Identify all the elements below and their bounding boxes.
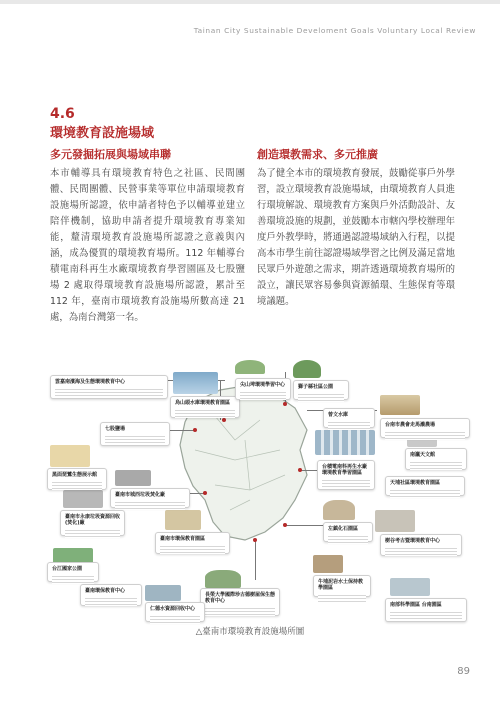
- site-card: 七股鹽場: [100, 422, 170, 446]
- farm-illustration: [380, 395, 420, 415]
- site-card: 牛埔泥岩水土保持教學園區: [313, 575, 371, 597]
- running-title: Tainan City Sustainable Develoment Goals Voluntary Local Review: [193, 26, 476, 35]
- science-park-illustration: [390, 578, 430, 596]
- location-pin: [283, 402, 287, 406]
- incinerator-illustration: [63, 490, 103, 508]
- site-card: 台南市農會走馬瀨農場: [380, 418, 470, 438]
- section-number: 4.6: [50, 106, 75, 122]
- site-card: 樹谷考古暨環境教育中心: [380, 534, 462, 556]
- site-card: 南瀛天文館: [405, 448, 467, 470]
- right-paragraph: 為了健全本市的環境教育發展，鼓勵從事戶外學習，設立環境教育設施場域，由環境教育人員進行環境解說、環境教育方案與戶外活動設計、友善環境設施的規劃，並鼓勵本市轄內學校辦理年度戶外教學時，將通過認證場域納入行程，以提高本市學生前往認證場域學習之比例及滿足當地民眾戶外遊憩之需求，期許透過環境教育場所的設立，讓民眾容易參與資源循環、生態保育等環境議題。: [257, 168, 455, 307]
- location-pin: [298, 468, 302, 472]
- water-recovery-illustration: [145, 585, 181, 601]
- site-card: 烏山頭水庫環境教育園區: [170, 396, 240, 418]
- page-number: 89: [457, 666, 470, 677]
- mudstone-park-illustration: [313, 555, 343, 573]
- site-card: 臺南市環保教育園區: [155, 532, 230, 554]
- site-card: 臺南市城西垃圾焚化廠: [110, 488, 190, 508]
- left-subtitle: 多元發掘拓展與場域串聯: [50, 148, 171, 161]
- eco-park-illustration: [165, 510, 201, 530]
- site-card: 仁德水資源回收中心: [145, 602, 205, 622]
- section-title: 環境教育設施場域: [50, 126, 155, 141]
- site-card: 臺南市永康垃圾資源回收(焚化)廠: [60, 510, 125, 536]
- site-card: 台積電南科再生水廠環境教育學習園區: [317, 460, 375, 490]
- location-pin: [222, 418, 226, 422]
- museum-illustration: [50, 445, 90, 467]
- site-card: 曾文水庫: [323, 408, 375, 428]
- archaeology-center-illustration: [375, 510, 415, 532]
- tainan-map-illustration: [45, 350, 475, 628]
- location-pin: [193, 428, 197, 432]
- location-pin: [203, 491, 207, 495]
- left-paragraph: 本市輔導具有環境教育特色之社區、民間團體、民間團體、民營事業等單位申請環境教育設施場所認證，依申請者特色予以輔導並建立陪伴機制，協助申請者提升環境教育專業知能，釐清環境教育設施場所認證之意義與內涵，成為優質的環境教育場所。112 年輔導台積電南科再生水廠環境教育學習園區及七股鹽場 2 處取得環境教育設施場所認證，累計至 112 年，臺南市環境教育設施場所數高達 21 處，為南台灣第一名。: [50, 168, 245, 323]
- tree-house-illustration: [205, 570, 241, 588]
- leader-line: [255, 540, 256, 580]
- incinerator-illustration: [115, 470, 151, 486]
- header-band: [0, 0, 500, 48]
- site-card: 左鎮化石園區: [323, 522, 373, 542]
- site-card: 雲嘉南濱海及生態環境教育中心: [50, 375, 168, 399]
- reservoir-illustration: [173, 372, 218, 394]
- site-card: 獅子縣社區公園: [293, 380, 349, 400]
- site-card: 台江國家公園: [47, 562, 99, 582]
- park-illustration: [235, 360, 265, 374]
- site-card: 黑面琵鷺生態展示館: [47, 468, 107, 490]
- lion-park-illustration: [293, 360, 321, 378]
- site-card: 南部科學園區 台南園區: [385, 598, 467, 622]
- location-pin: [253, 538, 257, 542]
- figure-caption: △臺南市環境教育設施場所圖: [195, 627, 305, 637]
- site-card: 天埔社區環境教育園區: [385, 476, 465, 496]
- header-rule: [0, 0, 500, 4]
- site-card: 長榮大學國際珍古德樹屋保生態教育中心: [200, 588, 280, 616]
- water-plant-illustration: [315, 430, 375, 455]
- right-subtitle: 創造環教需求、多元推廣: [257, 148, 378, 161]
- site-card: 臺南環保教育中心: [80, 584, 142, 606]
- site-card: 尖山埤環境學習中心: [235, 378, 291, 400]
- location-pin: [283, 523, 287, 527]
- fossil-park-illustration: [323, 500, 355, 520]
